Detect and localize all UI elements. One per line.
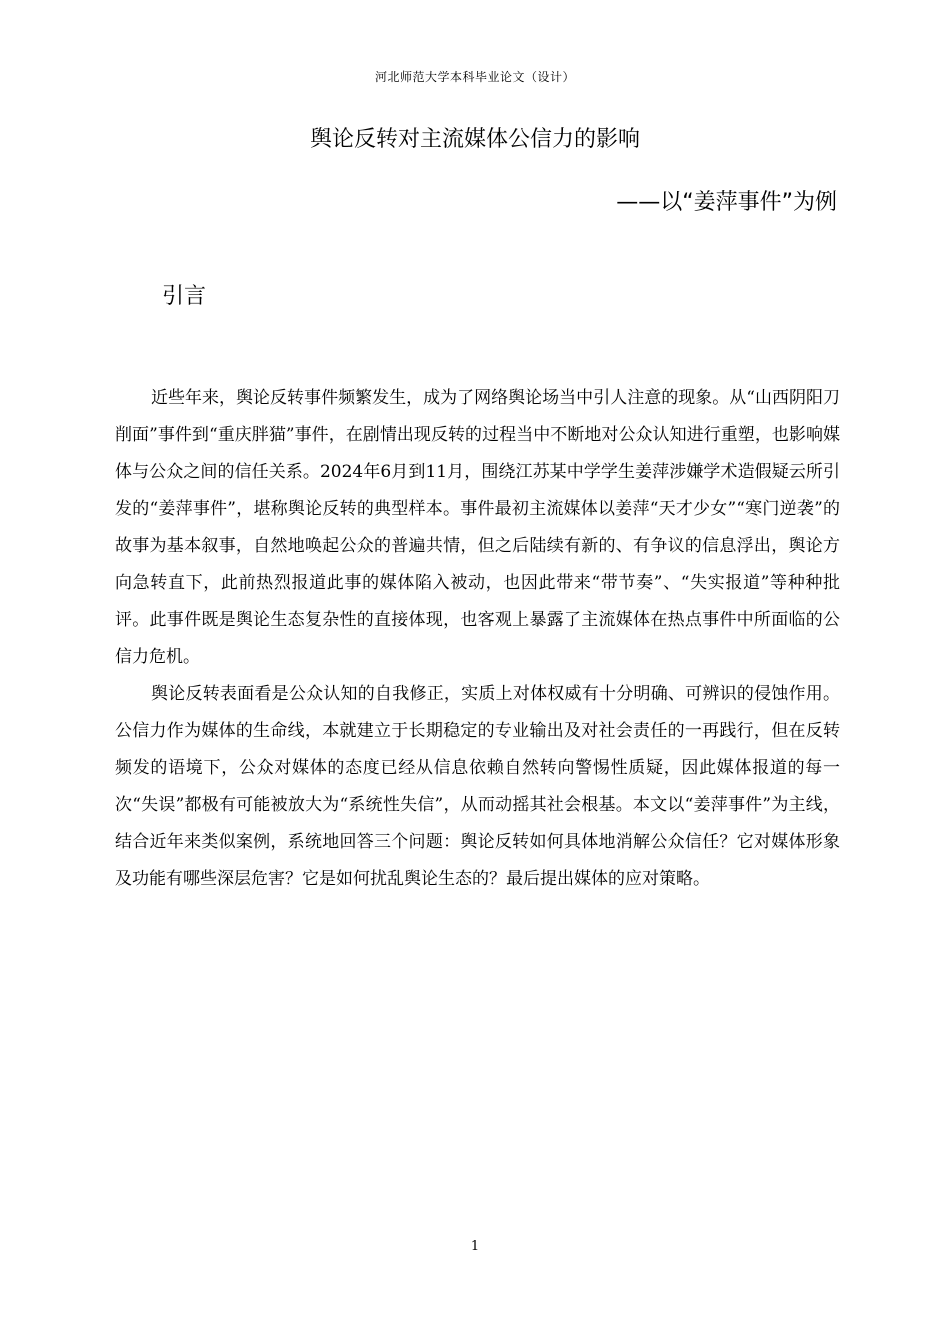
section-heading: 引言 [162, 284, 207, 309]
document-subtitle: ——以“姜萍事件”为例 [616, 190, 837, 215]
paragraph: 近些年来，舆论反转事件频繁发生，成为了网络舆论场当中引人注意的现象。从“山西阴阳刀削面”事件到“重庆胖猫”事件，在剧情出现反转的过程当中不断地对公众认知进行重塑，也影响媒体与公众之间的信任关系。2024年6月到11月，围绕江苏某中学学生姜萍涉嫌学术造假疑云所引发的“姜萍事件”，堪称舆论反转的典型样本。事件最初主流媒体以姜萍“天才少女”“寒门逆袭”的故事为基本叙事，自然地唤起公众的普遍共情，但之后陆续有新的、有争议的信息浮出，舆论方向急转直下，此前热烈报道此事的媒体陷入被动，也因此带来“带节奏”、“失实报道”等种种批评。此事件既是舆论生态复杂性的直接体现，也客观上暴露了主流媒体在热点事件中所面临的公信力危机。 [115, 388, 840, 667]
body-text [115, 380, 840, 898]
document-title: 舆论反转对主流媒体公信力的影响 [309, 127, 640, 152]
running-header: 河北师范大学本科毕业论文（设计） [374, 70, 575, 84]
page-number: 1 [470, 1239, 480, 1254]
paragraph: 舆论反转表面看是公众认知的自我修正，实质上对体权威有十分明确、可辨识的侵蚀作用。公信力作为媒体的生命线，本就建立于长期稳定的专业输出及对社会责任的一再践行，但在反转频发的语境下，公众对媒体的态度已经从信息依赖自然转向警惕性质疑，因此媒体报道的每一次“失误”都极有可能被放大为“系统性失信”，从而动摇其社会根基。本文以“姜萍事件”为主线，结合近年来类似案例，系统地回答三个问题：舆论反转如何具体地消解公众信任？它对媒体形象及功能有哪些深层危害？它是如何扰乱舆论生态的？最后提出媒体的应对策略。 [115, 684, 840, 889]
